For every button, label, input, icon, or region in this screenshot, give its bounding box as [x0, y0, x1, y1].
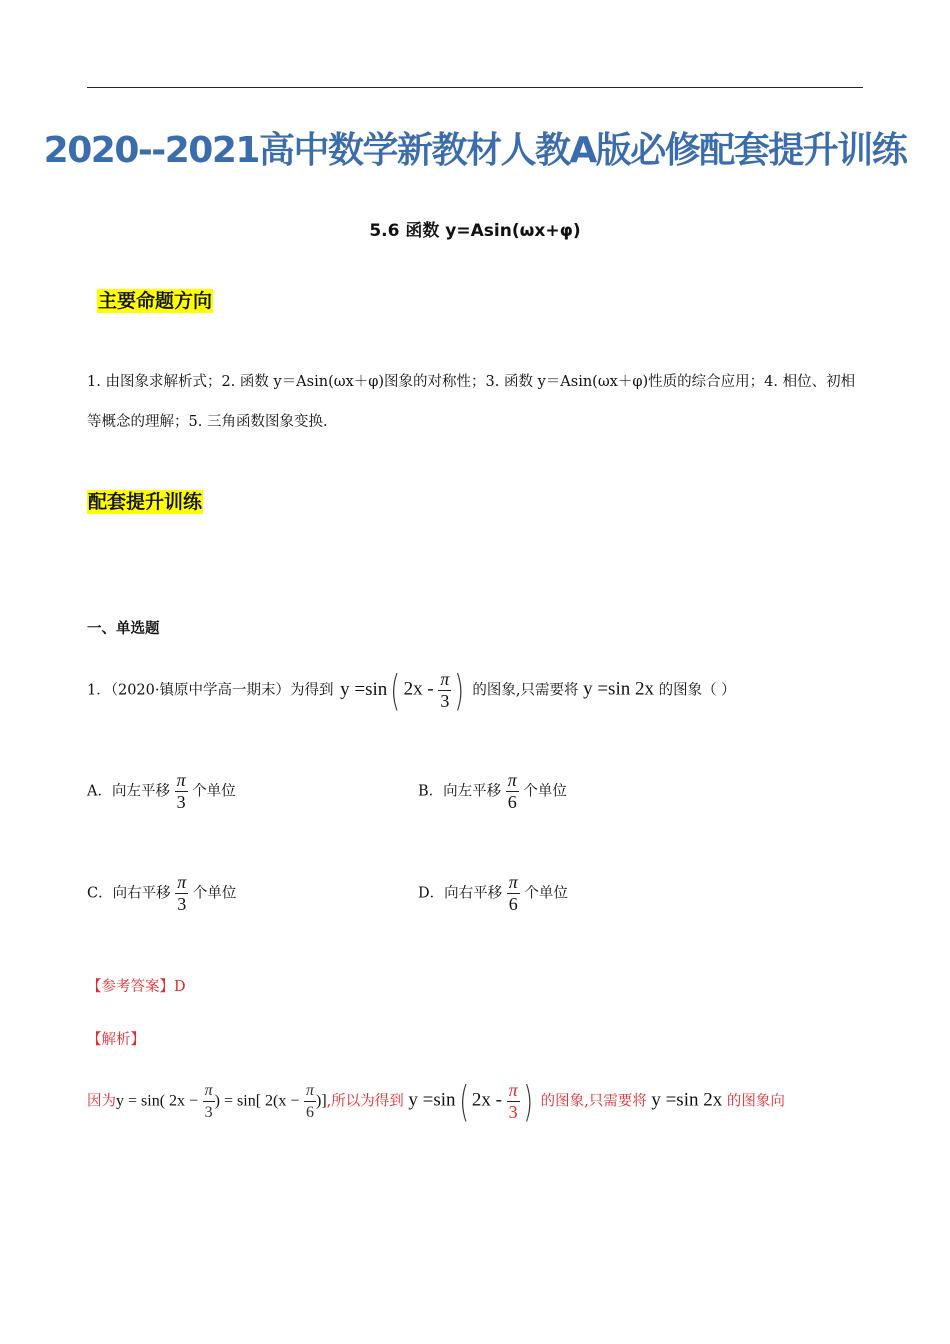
analysis-frac-1: $\frac{\pi}{3}$: [204, 1082, 213, 1121]
analysis-middle: 的图象,只需要将: [540, 1093, 647, 1110]
option-b-fraction: $\frac{\pi}{6}$: [507, 770, 517, 812]
option-a-fraction: $\frac{\pi}{3}$: [176, 770, 186, 812]
question-1: [87, 666, 736, 715]
option-b[interactable]: B．向左平移 $\frac{\pi}{6}$ 个单位: [418, 770, 567, 812]
option-d-fraction: $\frac{\pi}{6}$: [508, 872, 518, 914]
analysis-so: ,所以为得到: [326, 1093, 404, 1110]
right-paren: ): [454, 666, 465, 715]
analysis-eq-part2: ) = sin[ 2(x −: [214, 1092, 300, 1110]
header-rule: [87, 87, 863, 88]
analysis-right-paren: ): [522, 1077, 533, 1126]
analysis-because: 因为: [87, 1093, 116, 1110]
question-source: （2020·镇原中学高一期末）为得到: [110, 682, 334, 699]
question-middle: 的图象,只需要将: [472, 682, 579, 699]
formula-inner: 2x -: [403, 678, 434, 700]
formula-lhs: y =sin: [340, 678, 388, 700]
analysis-label: 【解析】: [87, 1032, 145, 1048]
left-paren: (: [390, 666, 401, 715]
question-number: 1．: [87, 682, 111, 699]
option-d[interactable]: D．向右平移 $\frac{\pi}{6}$ 个单位: [418, 872, 568, 914]
section-title: 一、单选题: [87, 621, 160, 637]
analysis-tail: 的图象向: [726, 1093, 785, 1110]
page-subtitle: 5.6 函数 y=Asin(ωx+φ): [369, 221, 581, 241]
option-c-fraction: $\frac{\pi}{3}$: [177, 872, 187, 914]
analysis-line: [87, 1077, 785, 1126]
analysis-frac-3: $\frac{\pi}{3}$: [508, 1080, 518, 1122]
analysis-frac-2: $\frac{\pi}{6}$: [305, 1082, 314, 1121]
direction-heading: 主要命题方向: [98, 290, 213, 312]
option-a[interactable]: A．向左平移 $\frac{\pi}{3}$ 个单位: [87, 770, 236, 812]
analysis-left-paren: (: [458, 1077, 469, 1126]
analysis-formula-inner: 2x -: [471, 1089, 502, 1111]
question-tail: 的图象（ ）: [658, 682, 736, 699]
analysis-eq-part1: y = sin( 2x −: [116, 1092, 199, 1110]
option-c[interactable]: C．向右平移 $\frac{\pi}{3}$ 个单位: [87, 872, 237, 914]
direction-text: 1. 由图象求解析式；2. 函数 y＝Asin(ωx＋φ)图象的对称性；3. 函数 y＝Asin(ωx＋φ)性质的综合应用；4. 相位、初相等概念的理解；5. 三角函数图象变换.: [87, 374, 856, 430]
answer-label: 【参考答案】D: [87, 979, 186, 995]
training-heading: 配套提升训练: [88, 491, 203, 513]
analysis-eq-part3: )]: [316, 1092, 327, 1110]
analysis-formula-lhs: y =sin: [408, 1089, 456, 1111]
fraction-pi-3: $\frac{\pi}{3}$: [440, 669, 450, 711]
page-title: 2020--2021高中数学新教材人教A版必修配套提升训练: [43, 130, 907, 171]
analysis-formula-target: y =sin 2x: [651, 1089, 723, 1111]
formula-target: y =sin 2x: [583, 678, 654, 700]
